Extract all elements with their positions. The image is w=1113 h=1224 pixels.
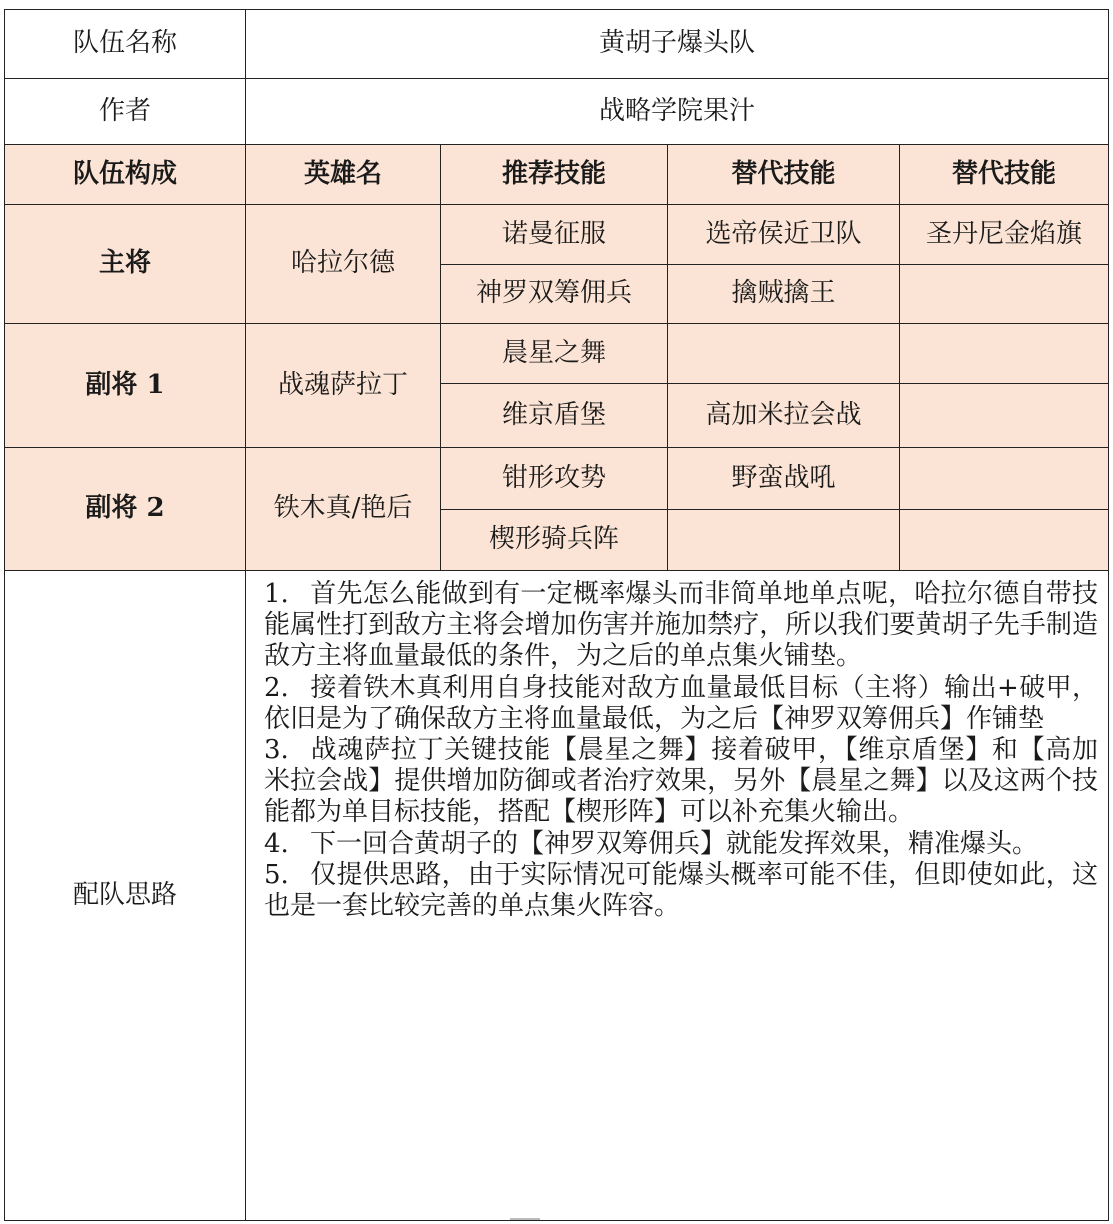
skill-cell	[900, 324, 1109, 384]
point-number: 4.	[264, 828, 289, 859]
role-vice-2: 副将 2	[5, 448, 246, 571]
header-recommended-skill: 推荐技能	[441, 145, 668, 205]
hero-name: 哈拉尔德	[246, 205, 441, 324]
skill-cell: 圣丹尼金焰旗	[900, 205, 1109, 265]
point-text: 接着铁木真利用自身技能对敌方血量最低目标（主将）输出+破甲，依旧是为了确保敌方主将血量最低，为之后【神罗双筹佣兵】作铺垫	[264, 672, 1099, 734]
point-text: 下一回合黄胡子的【神罗双筹佣兵】就能发挥效果，精准爆头。	[310, 828, 1039, 859]
header-composition: 队伍构成	[5, 145, 246, 205]
skill-cell: 擒贼擒王	[668, 265, 900, 324]
strategy-point	[264, 579, 1098, 673]
skill-cell: 选帝侯近卫队	[668, 205, 900, 265]
point-text: 战魂萨拉丁关键技能【晨星之舞】接着破甲，【维京盾堡】和【高加米拉会战】提供增加防御或者治疗效果，另外【晨星之舞】以及这两个技能都为单目标技能，搭配【楔形阵】可以补充集火输出。	[264, 734, 1099, 828]
table-row	[5, 324, 1109, 384]
point-number: 3.	[264, 734, 289, 765]
role-main: 主将	[5, 205, 246, 324]
strategy-content	[246, 571, 1109, 1221]
table-row	[5, 448, 1109, 510]
skill-cell	[900, 510, 1109, 571]
point-number: 1.	[264, 579, 289, 609]
skill-cell: 楔形骑兵阵	[441, 510, 668, 571]
skill-cell	[900, 448, 1109, 510]
point-number: 2.	[264, 672, 289, 703]
skill-cell	[668, 324, 900, 384]
skill-cell: 野蛮战吼	[668, 448, 900, 510]
strategy-point	[264, 829, 1098, 860]
skill-cell	[900, 265, 1109, 324]
point-text: 仅提供思路，由于实际情况可能爆头概率可能不佳，但即使如此，这也是一套比较完善的单点集火阵容。	[264, 859, 1099, 921]
team-name-row	[5, 10, 1109, 79]
strategy-label: 配队思路	[5, 571, 246, 1221]
skill-cell: 晨星之舞	[441, 324, 668, 384]
page-edge-mark	[510, 1218, 540, 1220]
header-alt-skill-2: 替代技能	[900, 145, 1109, 205]
skill-cell: 钳形攻势	[441, 448, 668, 510]
skill-cell: 高加米拉会战	[668, 384, 900, 448]
point-number: 5.	[264, 859, 289, 890]
skill-cell	[668, 510, 900, 571]
point-text: 首先怎么能做到有一定概率爆头而非简单地单点呢，哈拉尔德自带技能属性打到敌方主将会增加伤害并施加禁疗，所以我们要黄胡子先手制造敌方主将血量最低的条件，为之后的单点集火铺垫。	[264, 579, 1099, 672]
header-alt-skill-1: 替代技能	[668, 145, 900, 205]
team-name-label: 队伍名称	[5, 10, 246, 79]
hero-name: 战魂萨拉丁	[246, 324, 441, 448]
skill-cell: 神罗双筹佣兵	[441, 265, 668, 324]
team-name-value: 黄胡子爆头队	[246, 10, 1109, 79]
header-hero-name: 英雄名	[246, 145, 441, 205]
strategy-point	[264, 735, 1098, 829]
author-value: 战略学院果汁	[246, 79, 1109, 145]
strategy-point	[264, 673, 1098, 735]
author-row	[5, 79, 1109, 145]
strategy-row	[5, 571, 1109, 1221]
role-vice-1: 副将 1	[5, 324, 246, 448]
skill-cell	[900, 384, 1109, 448]
hero-name: 铁木真/艳后	[246, 448, 441, 571]
header-row	[5, 145, 1109, 205]
table-row	[5, 205, 1109, 265]
skill-cell: 维京盾堡	[441, 384, 668, 448]
skill-cell: 诺曼征服	[441, 205, 668, 265]
author-label: 作者	[5, 79, 246, 145]
team-lineup-table	[4, 9, 1109, 1221]
strategy-point	[264, 860, 1098, 922]
